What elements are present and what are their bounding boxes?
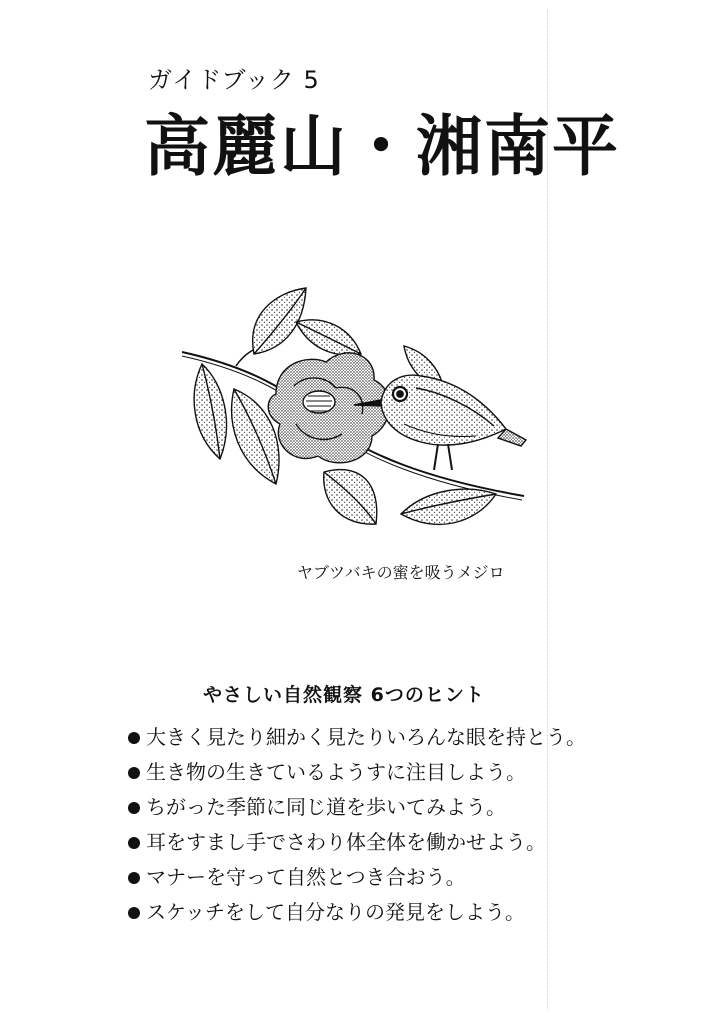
hint-text: 耳をすまし手でさわり体全体を働かせよう。 bbox=[146, 830, 546, 854]
series-label: ガイドブック 5 bbox=[148, 66, 320, 94]
hint-item bbox=[128, 720, 586, 755]
hint-text: 大きく見たり細かく見たりいろんな眼を持とう。 bbox=[146, 725, 586, 749]
hint-item bbox=[128, 860, 586, 895]
illustration-caption: ヤブツバキの蜜を吸うメジロ bbox=[297, 563, 505, 582]
hint-item bbox=[128, 755, 586, 790]
hint-text: スケッチをして自分なりの発見をしよう。 bbox=[146, 900, 525, 924]
hint-text: ちがった季節に同じ道を歩いてみよう。 bbox=[146, 795, 506, 819]
bullet-dot-icon bbox=[128, 907, 140, 919]
hints-title: やさしい自然観察 6つのヒント bbox=[203, 684, 485, 706]
hint-item bbox=[128, 895, 586, 930]
bullet-dot-icon bbox=[128, 872, 140, 884]
hint-item bbox=[128, 825, 586, 860]
bullet-dot-icon bbox=[128, 732, 140, 744]
bullet-dot-icon bbox=[128, 802, 140, 814]
bullet-dot-icon bbox=[128, 767, 140, 779]
hint-item bbox=[128, 790, 586, 825]
page-title: 高麗山・湘南平 bbox=[144, 108, 620, 185]
hints-list bbox=[128, 720, 586, 930]
camellia-white-eye-illustration bbox=[176, 284, 541, 549]
bullet-dot-icon bbox=[128, 837, 140, 849]
hint-text: 生き物の生きているようすに注目しよう。 bbox=[146, 760, 526, 784]
hint-text: マナーを守って自然とつき合おう。 bbox=[146, 865, 466, 889]
